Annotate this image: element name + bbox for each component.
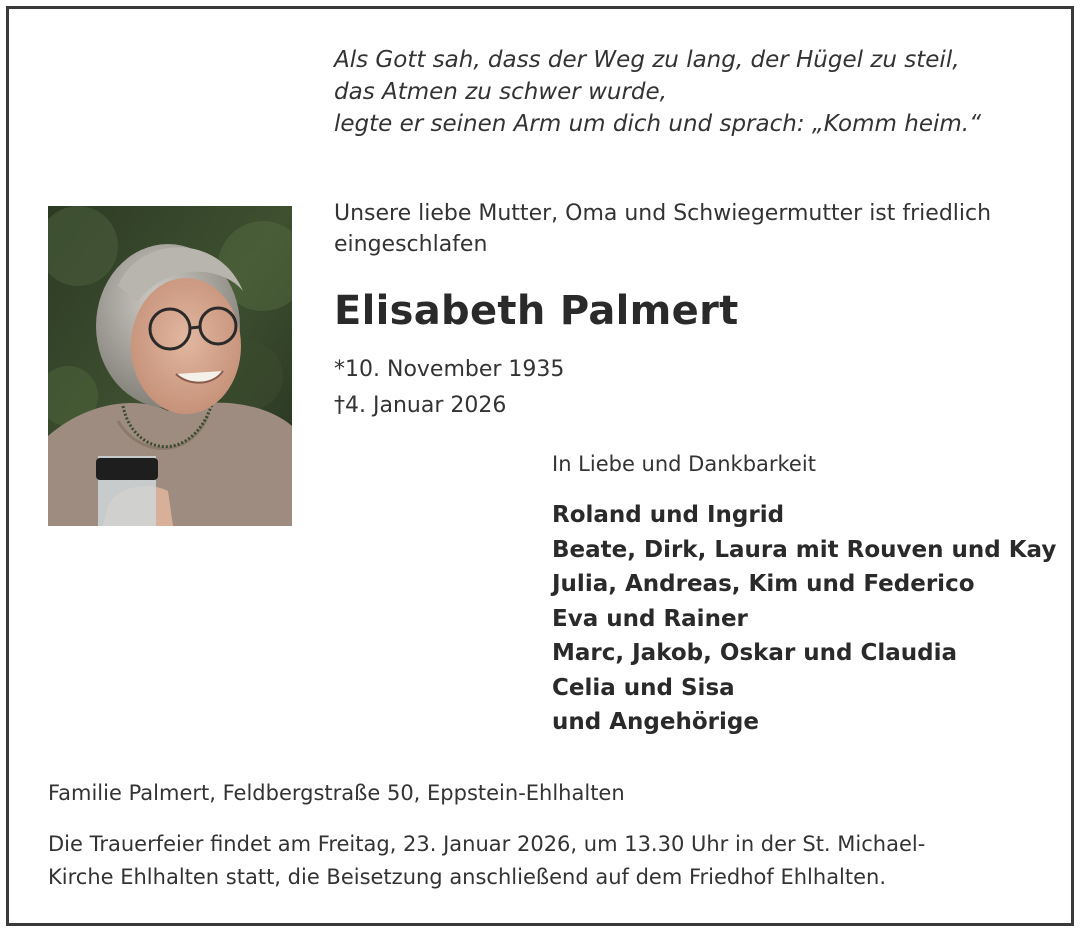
poem-line: legte er seinen Arm um dich und sprach: „Komm heim.“ [334,111,981,137]
funeral-service-info [48,828,925,894]
intro-line: Unsere liebe Mutter, Oma und Schwiegermutter ist friedlich [334,201,992,226]
birth-date: *10. November 1935 [334,357,565,382]
mourner-entry: und Angehörige [552,709,759,735]
mourner-entry: Julia, Andreas, Kim und Federico [552,571,975,597]
intro-text [334,198,1044,260]
family-address: Familie Palmert, Feldbergstraße 50, Eppstein-Ehlhalten [48,781,625,805]
deceased-name: Elisabeth Palmert [334,288,739,334]
thanks-line: In Liebe und Dankbarkeit [552,452,816,476]
service-line: Kirche Ehlhalten statt, die Beisetzung anschließend auf dem Friedhof Ehlhalten. [48,865,887,889]
poem [334,44,981,140]
poem-line: Als Gott sah, dass der Weg zu lang, der Hügel zu steil, [334,47,960,73]
life-dates [334,352,564,424]
service-line: Die Trauerfeier findet am Freitag, 23. Januar 2026, um 13.30 Uhr in der St. Michael- [48,832,926,856]
mourner-entry: Marc, Jakob, Oskar und Claudia [552,640,958,666]
mourner-entry: Eva und Rainer [552,605,748,632]
portrait-photo [48,206,292,526]
mourner-entry: Celia und Sisa [552,674,735,701]
intro-line: eingeschlafen [334,232,488,257]
mourner-entry: Roland und Ingrid [552,502,785,528]
poem-line: das Atmen zu schwer wurde, [334,79,667,105]
death-date: †4. Januar 2026 [334,393,507,418]
mourners-list [552,498,1056,740]
mourner-entry: Beate, Dirk, Laura mit Rouven und Kay [552,536,1057,563]
